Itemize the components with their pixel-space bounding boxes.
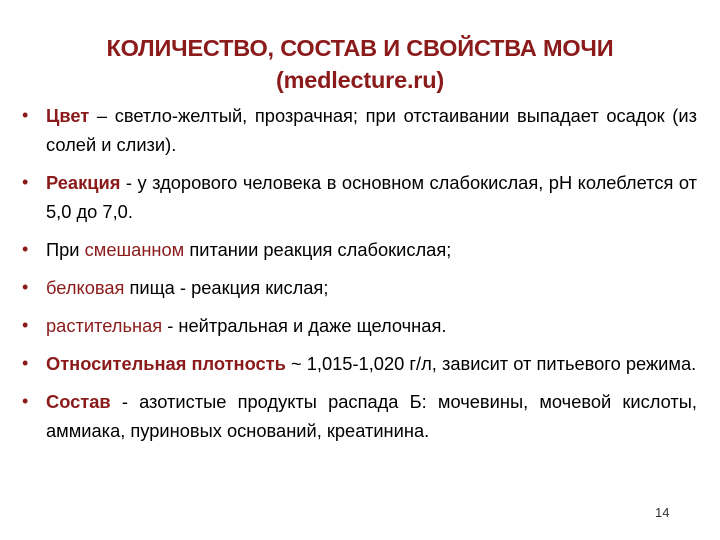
term-mixed: смешанном — [84, 239, 185, 260]
list-item-color — [22, 101, 697, 159]
term-reaction: Реакция — [46, 172, 121, 193]
bullet-list — [22, 101, 697, 454]
item-text-density: ~ 1,015-1,020 г/л, зависит от питьевого режима. — [285, 353, 697, 374]
term-protein: белковая — [46, 277, 125, 298]
term-composition: Состав — [46, 391, 111, 412]
bullet-icon: • — [22, 277, 29, 297]
term-plant: растительная — [46, 315, 163, 336]
bullet-icon: • — [22, 172, 29, 192]
item-text-protein-diet: пища - реакция кислая; — [124, 277, 329, 298]
slide-title-line-1: КОЛИЧЕСТВО, СОСТАВ И СВОЙСТВА МОЧИ — [106, 35, 614, 61]
bullet-icon: • — [22, 315, 29, 335]
list-item-composition — [22, 387, 697, 445]
item-text-composition: - азотистые продукты распада Б: мочевины, мочевой кислоты, аммиака, пуриновых оснований, креатинина. — [46, 391, 697, 441]
bullet-icon: • — [22, 391, 29, 411]
page-number: 14 — [655, 505, 670, 520]
term-density: Относительная плотность — [46, 353, 286, 374]
list-item-protein-diet — [22, 273, 697, 302]
list-item-mixed-diet — [22, 235, 697, 264]
list-item-reaction — [22, 168, 697, 226]
list-item-plant-diet — [22, 311, 697, 340]
item-text-mixed-diet: питании реакция слабокислая; — [184, 239, 452, 260]
term-color: Цвет — [46, 105, 90, 126]
bullet-icon: • — [22, 353, 29, 373]
item-prefix-mixed-diet: При — [46, 239, 85, 260]
item-text-color: – светло-желтый, прозрачная; при отстаивании выпадает осадок (из солей и слизи). — [46, 105, 697, 155]
list-item-density — [22, 349, 697, 378]
bullet-icon: • — [22, 105, 29, 125]
bullet-icon: • — [22, 239, 29, 259]
slide-title — [30, 32, 690, 96]
slide-title-line-2: (medlecture.ru) — [275, 67, 445, 93]
item-text-plant-diet: - нейтральная и даже щелочная. — [162, 315, 447, 336]
item-text-reaction: - у здорового человека в основном слабокислая, pH колеблется от 5,0 до 7,0. — [46, 172, 697, 222]
